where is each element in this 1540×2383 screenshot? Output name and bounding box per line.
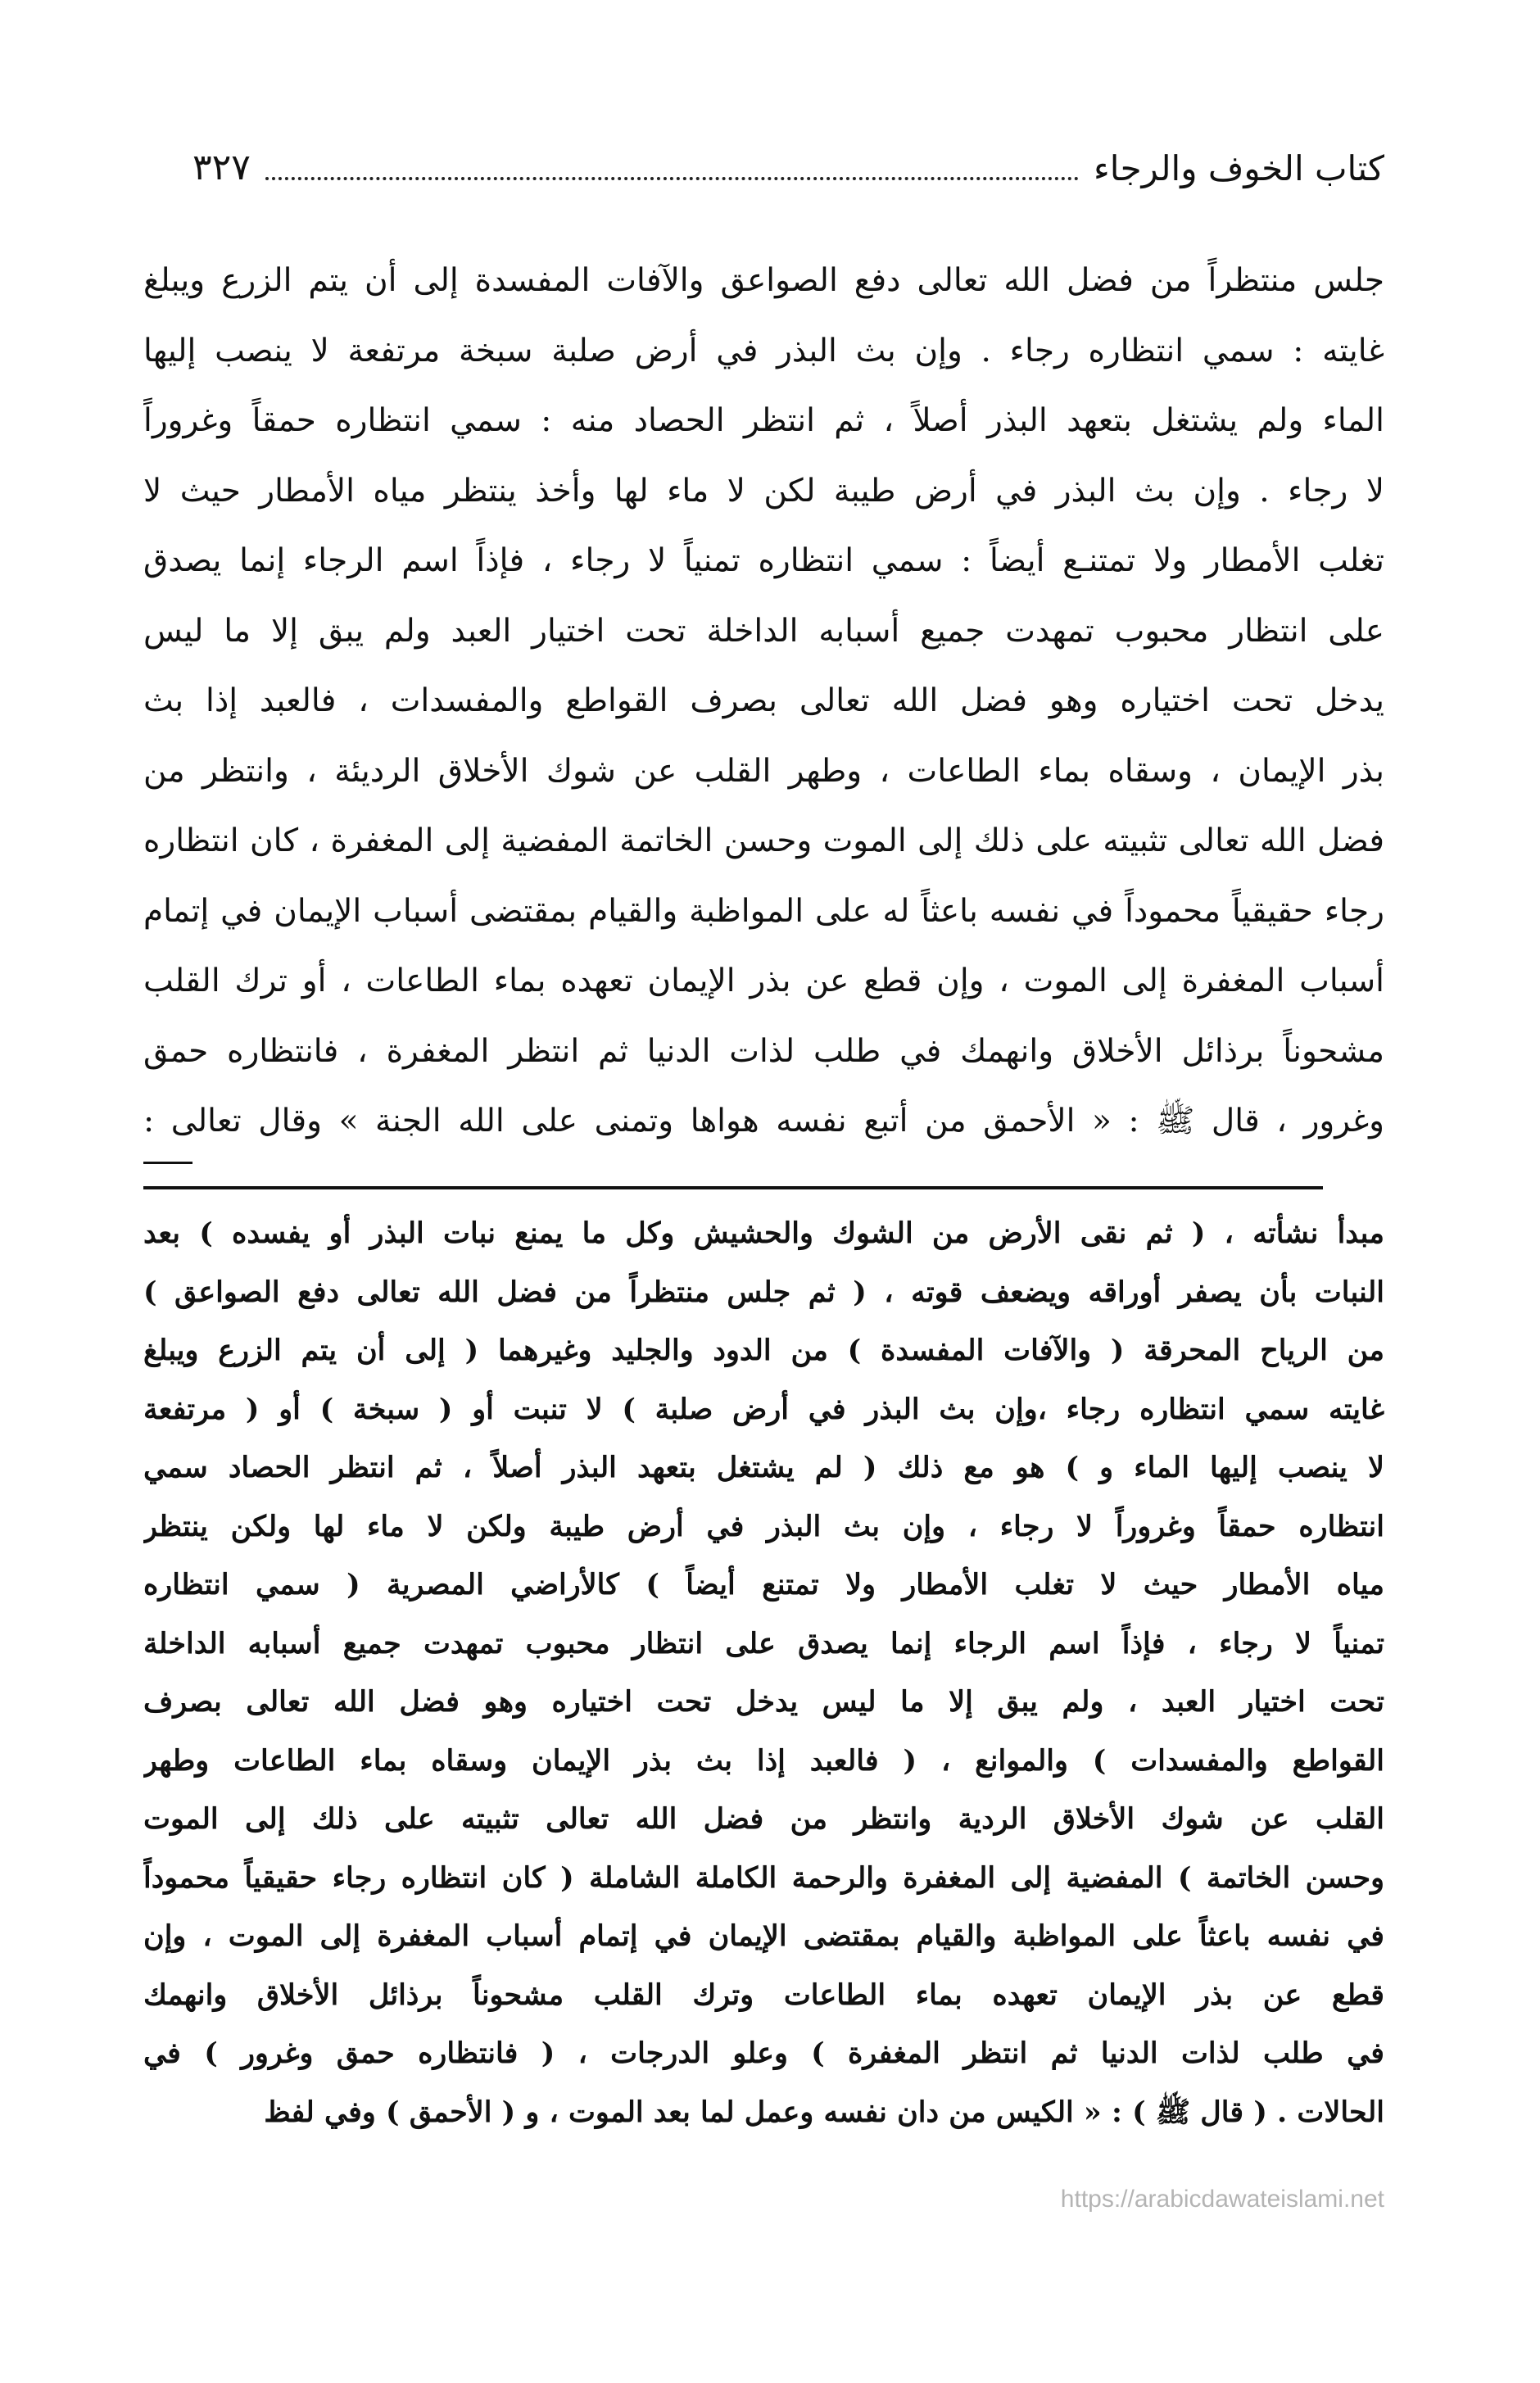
commentary-line: قطع عن بذر الإيمان تعهده بماء الطاعات وترك القلب مشحوناً برذائل الأخلاق وانهمك xyxy=(143,1978,1384,2012)
main-text-line: يدخل تحت اختياره وهو فضل الله تعالى بصرف القواطع والمفسدات ، فالعبد إذا بث xyxy=(143,682,1384,719)
main-text-line: الماء ولم يشتغل بتعهد البذر أصلاً ، ثم انتظر الحصاد منه : سمي انتظاره حمقاً وغروراً xyxy=(143,402,1384,439)
commentary-line: في نفسه باعثاً على المواظبة والقيام بمقتضى الإيمان في إتمام أسباب المغفرة إلى الموت ، وإن xyxy=(143,1919,1384,1953)
commentary-line: القلب عن شوك الأخلاق الردية وانتظر من فضل الله تعالى تثبيته على ذلك إلى الموت xyxy=(143,1802,1384,1836)
main-text xyxy=(143,246,1384,1163)
commentary-line: وحسن الخاتمة ) المفضية إلى المغفرة والرحمة الكاملة الشاملة ( كان انتظاره رجاء حقيقياً محموداً xyxy=(143,1860,1384,1895)
main-text-line: رجاء حقيقياً محموداً في نفسه باعثاً له على المواظبة والقيام بمقتضى أسباب الإيمان في إتمام xyxy=(143,892,1384,930)
separator-stub xyxy=(143,1162,192,1164)
commentary-line: غايته سمي انتظاره رجاء ،وإن بث البذر في أرض صلبة ) لا تنبت أو ( سبخة ) أو ( مرتفعة xyxy=(143,1392,1384,1426)
main-text-line: مشحوناً برذائل الأخلاق وانهمك في طلب لذات الدنيا ثم انتظر المغفرة ، فانتظاره حمق xyxy=(143,1032,1384,1070)
page-header xyxy=(192,123,1384,188)
commentary-line: في طلب لذات الدنيا ثم انتظر المغفرة ) وعلو الدرجات ، ( فانتظاره حمق وغرور ) في xyxy=(143,2036,1384,2070)
page-number: ٣٢٧ xyxy=(192,147,251,188)
commentary-line: الحالات . ( قال ﷺ ) : « الكيس من دان نفسه وعمل لما بعد الموت ، و ( الأحمق ) وفي لفظ xyxy=(264,2095,1384,2129)
commentary-line: انتظاره حمقاً وغروراً لا رجاء ، وإن بث البذر في أرض طيبة ولكن لا ماء لها ولكن ينتظر xyxy=(143,1509,1384,1543)
source-watermark: https://arabicdawateislami.net xyxy=(1060,2186,1384,2213)
commentary-text xyxy=(143,1204,1384,2138)
main-text-line: تغلب الأمطار ولا تمتنـع أيضاً : سمي انتظاره تمنياً لا رجاء ، فإذاً اسم الرجاء إنما يصدق xyxy=(143,542,1384,579)
main-text-line: فضل الله تعالى تثبيته على ذلك إلى الموت وحسن الخاتمة المفضية إلى المغفرة ، كان انتظاره xyxy=(143,822,1384,859)
commentary-line: تحت اختيار العبد ، ولم يبق إلا ما ليس يدخل تحت اختياره وهو فضل الله تعالى بصرف xyxy=(143,1685,1384,1719)
commentary-line: تمنياً لا رجاء ، فإذاً اسم الرجاء إنما يصدق على انتظار محبوب تمهدت جميع أسبابه الداخلة xyxy=(143,1626,1384,1660)
main-text-line: أسباب المغفرة إلى الموت ، وإن قطع عن بذر الإيمان تعهده بماء الطاعات ، أو ترك القلب xyxy=(143,963,1384,999)
commentary-line: مبدأ نشأته ، ( ثم نقى الأرض من الشوك والحشيش وكل ما يمنع نبات البذر أو يفسده ) بعد xyxy=(143,1216,1384,1250)
dot-leader xyxy=(265,176,1079,180)
main-text-line: غايته : سمي انتظاره رجاء . وإن بث البذر في أرض صلبة سبخة مرتفعة لا ينصب إليها xyxy=(143,332,1384,369)
commentary-line: من الرياح المحرقة ( والآفات المفسدة ) من الدود والجليد وغيرهما ( إلى أن يتم الزرع ويبلغ xyxy=(143,1334,1384,1367)
commentary-line: مياه الأمطار حيث لا تغلب الأمطار ولا تمتنع أيضاً ) كالأراضي المصرية ( سمي انتظاره xyxy=(143,1568,1384,1602)
commentary-line: القواطع والمفسدات ) والموانع ، ( فالعبد إذا بث بذر الإيمان وسقاه بماء الطاعات وطهر xyxy=(143,1743,1384,1778)
main-text-line: لا رجاء . وإن بث البذر في أرض طيبة لكن لا ماء لها وأخذ ينتظر مياه الأمطار حيث لا xyxy=(143,472,1384,510)
main-text-line: على انتظار محبوب تمهدت جميع أسبابه الداخلة تحت اختيار العبد ولم يبق إلا ما ليس xyxy=(143,612,1384,650)
main-text-line: وغرور ، قال ﷺ : « الأحمق من أتبع نفسه هواها وتمنى على الله الجنة » وقال تعالى : xyxy=(143,1103,1384,1139)
running-title: كتاب الخوف والرجاء xyxy=(1094,148,1384,188)
commentary-line: لا ينصب إليها الماء و ) هو مع ذلك ( لم يشتغل بتعهد البذر أصلاً ، ثم انتظر الحصاد سمي xyxy=(143,1451,1384,1484)
commentary-line: النبات بأن يصفر أوراقه ويضعف قوته ، ( ثم جلس منتظراً من فضل الله تعالى دفع الصواعق ) xyxy=(143,1275,1384,1309)
main-text-line: بذر الإيمان ، وسقاه بماء الطاعات ، وطهر القلب عن شوك الأخلاق الرديئة ، وانتظر من xyxy=(143,752,1384,790)
main-text-line: جلس منتظراً من فضل الله تعالى دفع الصواعق والآفات المفسدة إلى أن يتم الزرع ويبلغ xyxy=(143,262,1384,299)
footnote-separator xyxy=(143,1186,1323,1189)
